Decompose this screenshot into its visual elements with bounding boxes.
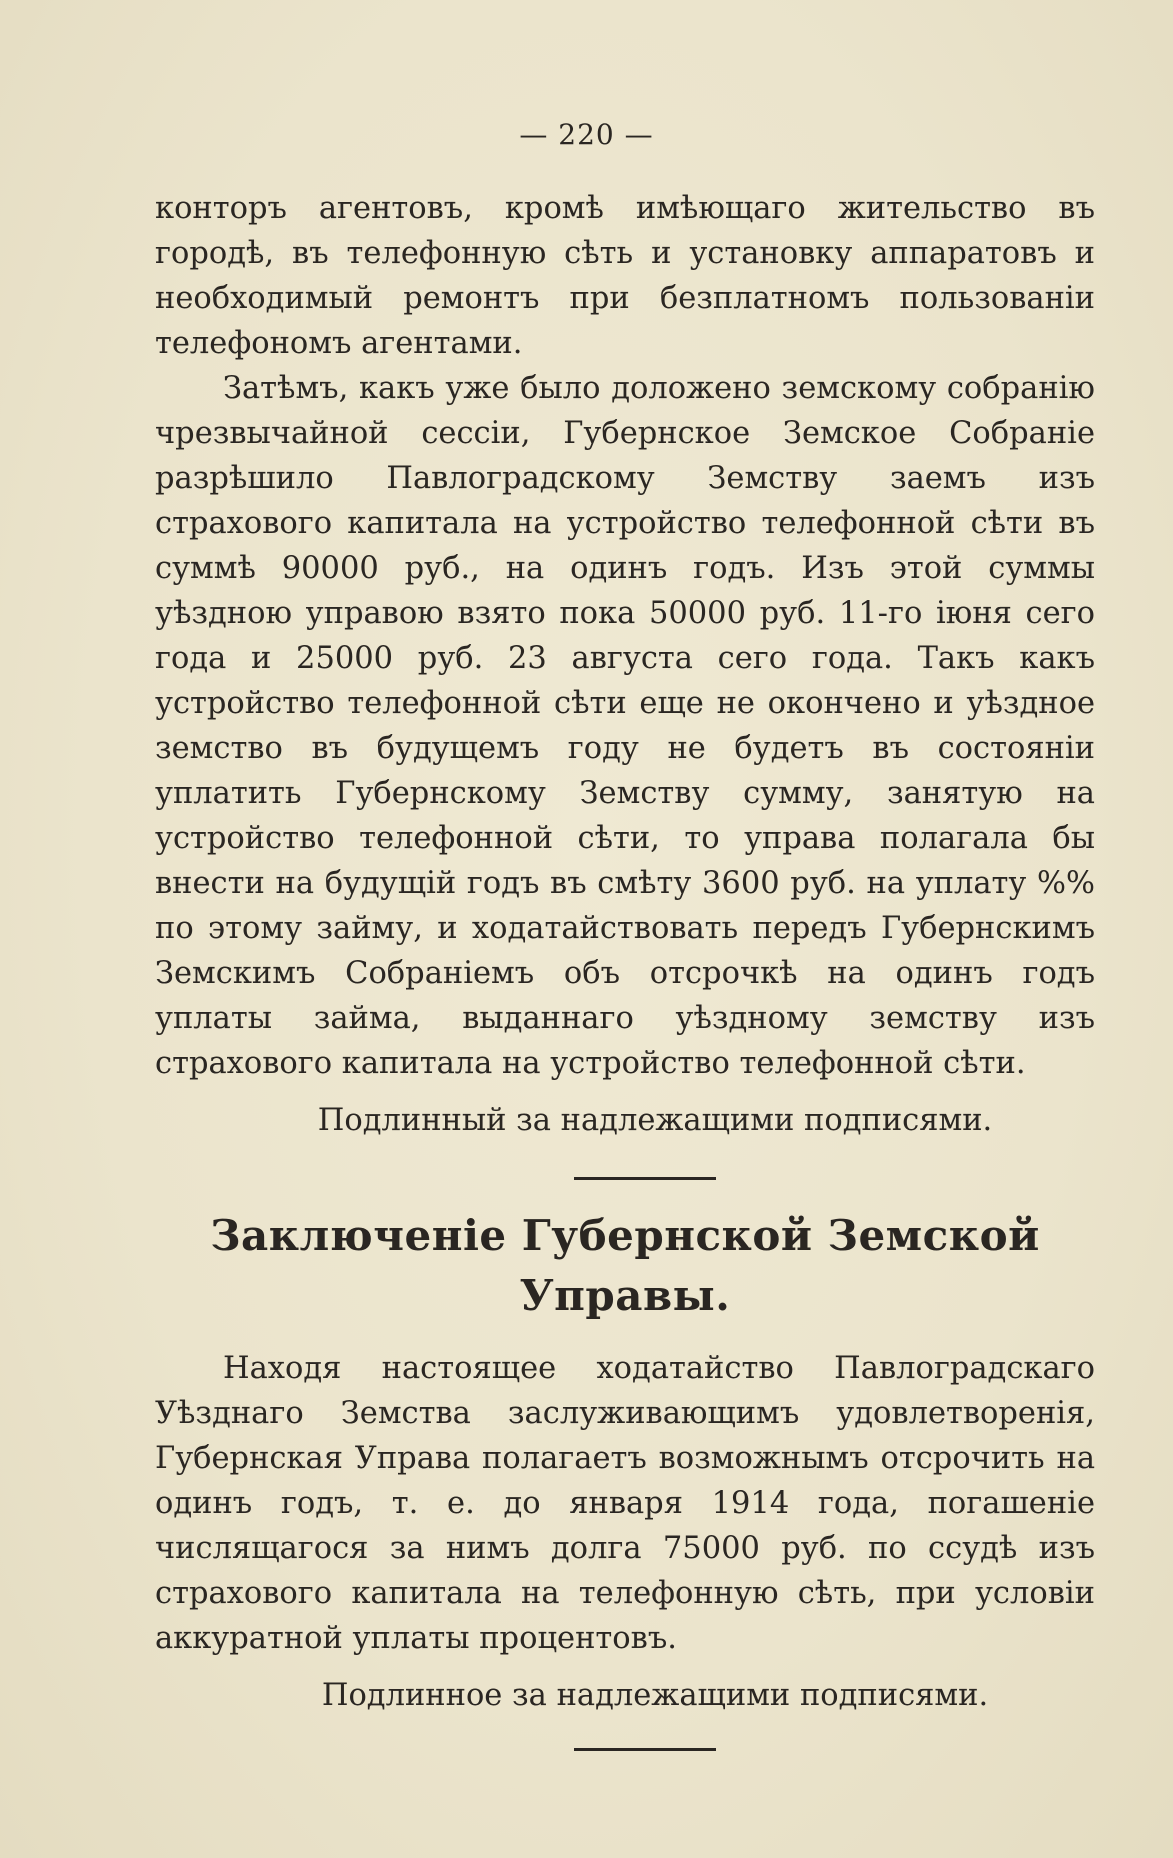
section-heading: Заключеніе Губернской Земской Управы. — [210, 1211, 1040, 1320]
end-divider — [574, 1748, 716, 1751]
paragraph-loan: Затѣмъ, какъ уже было доложено земскому собранію чрезвычайной сессіи, Губернское Земское Собраніе разрѣшило Павлоградскому Земству заемъ изъ страхового капитала на устройство телефонной сѣти въ суммѣ 90000 руб., на одинъ годъ. Изъ этой суммы уѣздною управою взято пока 50000 руб. 11-го іюня сего года и 25000 руб. 23 августа сего года. Такъ какъ устройство телефонной сѣти еще не окончено и уѣздное земство въ будущемъ году не будетъ въ состояніи уплатить Губернскому Земству сумму, занятую на устройство телефонной сѣти, то управа полагала бы внести на будущій годъ въ смѣту 3600 руб. на уплату %% по этому займу, и ходатайствовать передъ Губернскимъ Земскимъ Собраніемъ объ отсрочкѣ на одинъ годъ уплаты займа, выданнаго уѣздному земству изъ страхового капитала на устройство телефонной сѣти. — [155, 371, 1095, 1081]
page-number: — 220 — — [519, 118, 654, 151]
conclusion-section — [155, 1346, 1095, 1718]
signature-note: Подлинный за надлежащими подписями. — [317, 1103, 993, 1138]
signature-note-conclusion: Подлинное за надлежащими подписями. — [321, 1678, 989, 1713]
page-content — [155, 186, 1095, 1751]
section-divider — [574, 1177, 716, 1180]
paragraph-conclusion: Находя настоящее ходатайство Павлоградскаго Уѣзднаго Земства заслуживающимъ удовлетворенія, Губернская Управа полагаетъ возможнымъ отсрочить на одинъ годъ, т. е. до января 1914 года, погашеніе числящагося за нимъ долга 75000 руб. по ссудѣ изъ страхового капитала на телефонную сѣть, при условіи аккуратной уплаты процентовъ. — [155, 1351, 1095, 1656]
paragraph-continuation: конторъ агентовъ, кромѣ имѣющаго жительство въ городѣ, въ телефонную сѣть и установку аппаратовъ и необходимый ремонтъ при безплатномъ пользованіи телефономъ агентами. — [155, 191, 1095, 361]
